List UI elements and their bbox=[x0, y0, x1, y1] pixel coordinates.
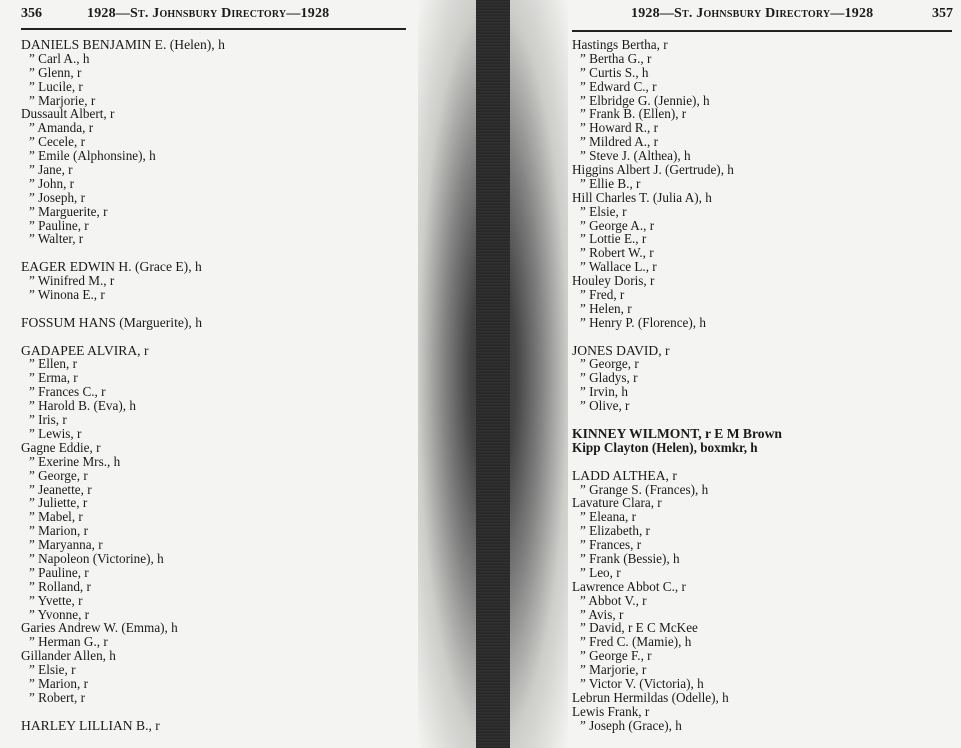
directory-sub-entry: ” Jane, r bbox=[29, 162, 73, 178]
right-running-title: 1928—St. Johnsbury Directory—1928 bbox=[631, 6, 874, 21]
directory-sub-entry: ” Elizabeth, r bbox=[580, 523, 650, 539]
directory-sub-entry: ” Carl A., h bbox=[29, 50, 90, 66]
directory-sub-entry: ” Helen, r bbox=[580, 300, 632, 316]
directory-sub-entry: ” Frank (Bessie), h bbox=[580, 550, 680, 566]
directory-sub-entry: ” Winona E., r bbox=[29, 287, 105, 303]
directory-sub-entry: ” Elsie, r bbox=[580, 203, 627, 219]
directory-sub-entry: ” Edward C., r bbox=[580, 78, 657, 94]
directory-sub-entry: ” Frances C., r bbox=[29, 384, 106, 400]
directory-sub-entry: ” Joseph, r bbox=[29, 189, 86, 205]
directory-sub-entry: ” Glenn, r bbox=[29, 64, 82, 80]
directory-sub-entry: ” Mabel, r bbox=[29, 509, 83, 525]
directory-sub-entry: ” Erma, r bbox=[29, 370, 78, 386]
directory-sub-entry: ” Napoleon (Victorine), h bbox=[29, 550, 164, 566]
directory-sub-entry: ” George, r bbox=[580, 356, 639, 372]
directory-sub-entry: ” Iris, r bbox=[29, 412, 67, 428]
directory-sub-entry: ” Emile (Alphonsine), h bbox=[29, 148, 156, 164]
right-entry-list bbox=[572, 38, 782, 733]
directory-sub-entry: ” Herman G., r bbox=[29, 634, 108, 650]
directory-sub-entry: ” Marguerite, r bbox=[29, 203, 108, 219]
directory-sub-entry: ” Robert W., r bbox=[580, 245, 654, 261]
directory-sub-entry: ” Avis, r bbox=[580, 606, 624, 622]
directory-sub-entry: ” Cecele, r bbox=[29, 134, 86, 150]
directory-sub-entry: ” Steve J. (Althea), h bbox=[580, 148, 691, 164]
directory-sub-entry: ” Curtis S., h bbox=[580, 64, 649, 80]
directory-entry: Hill Charles T. (Julia A), h bbox=[572, 189, 712, 205]
left-page bbox=[0, 0, 440, 748]
directory-sub-entry: ” Exerine Mrs., h bbox=[29, 453, 121, 469]
left-running-title: 1928—St. Johnsbury Directory—1928 bbox=[87, 6, 330, 21]
directory-sub-entry: ” Lewis, r bbox=[29, 425, 82, 441]
directory-entry: Lawrence Abbot C., r bbox=[572, 578, 686, 594]
directory-sub-entry: ” Fred C. (Mamie), h bbox=[580, 634, 692, 650]
right-header-rule bbox=[572, 30, 952, 32]
directory-entry: Garies Andrew W. (Emma), h bbox=[21, 620, 178, 636]
directory-sub-entry: ” Juliette, r bbox=[29, 495, 88, 511]
directory-sub-entry: ” Leo, r bbox=[580, 564, 621, 580]
left-page-header bbox=[21, 6, 421, 26]
directory-entry: Lavature Clara, r bbox=[572, 495, 662, 511]
directory-sub-entry: ” Eleana, r bbox=[580, 509, 637, 525]
directory-sub-entry: ” Bertha G., r bbox=[580, 50, 652, 66]
directory-sub-entry: ” Rolland, r bbox=[29, 578, 91, 594]
left-entry-list bbox=[21, 38, 225, 733]
directory-sub-entry: ” John, r bbox=[29, 175, 75, 191]
directory-sub-entry: ” Mildred A., r bbox=[580, 134, 659, 150]
directory-entry: Gagne Eddie, r bbox=[21, 439, 101, 455]
directory-sub-entry: ” Irvin, h bbox=[580, 384, 628, 400]
book-gutter bbox=[418, 0, 568, 748]
directory-entry: KINNEY WILMONT, r E M Brown bbox=[572, 425, 782, 441]
directory-sub-entry: ” Gladys, r bbox=[580, 370, 638, 386]
right-page-number: 357 bbox=[932, 6, 953, 21]
entry-spacer bbox=[572, 330, 782, 344]
directory-sub-entry: ” Elbridge G. (Jennie), h bbox=[580, 92, 710, 108]
directory-sub-entry: ” Olive, r bbox=[580, 398, 630, 414]
directory-sub-entry: ” Yvette, r bbox=[29, 592, 83, 608]
directory-entry: Kipp Clayton (Helen), boxmkr, h bbox=[572, 439, 758, 455]
directory-sub-entry: ” Marion, r bbox=[29, 523, 88, 539]
directory-sub-entry: ” Winifred M., r bbox=[29, 273, 115, 289]
directory-sub-entry: ” Pauline, r bbox=[29, 217, 89, 233]
directory-sub-entry: ” Lucile, r bbox=[29, 78, 83, 94]
directory-sub-entry: ” Grange S. (Frances), h bbox=[580, 481, 709, 497]
entry-spacer bbox=[21, 705, 225, 719]
directory-entry: GADAPEE ALVIRA, r bbox=[21, 342, 149, 358]
directory-sub-entry: ” Ellie B., r bbox=[580, 175, 641, 191]
directory-sub-entry: ” Marjorie, r bbox=[29, 92, 96, 108]
directory-sub-entry: ” David, r E C McKee bbox=[580, 620, 698, 636]
directory-sub-entry: ” Marjorie, r bbox=[580, 662, 647, 678]
directory-entry: DANIELS BENJAMIN E. (Helen), h bbox=[21, 37, 225, 52]
directory-sub-entry: ” Howard R., r bbox=[580, 120, 659, 136]
directory-sub-entry: ” Marion, r bbox=[29, 675, 88, 691]
directory-sub-entry: ” George, r bbox=[29, 467, 88, 483]
left-page-number: 356 bbox=[21, 6, 42, 21]
directory-sub-entry: ” Maryanna, r bbox=[29, 537, 103, 553]
directory-entry: FOSSUM HANS (Marguerite), h bbox=[21, 314, 202, 330]
directory-entry: JONES DAVID, r bbox=[572, 342, 670, 358]
directory-sub-entry: ” Yvonne, r bbox=[29, 606, 90, 622]
directory-sub-entry: ” Wallace L., r bbox=[580, 259, 657, 275]
directory-sub-entry: ” Frank B. (Ellen), r bbox=[580, 106, 687, 122]
directory-entry: Lebrun Hermildas (Odelle), h bbox=[572, 689, 729, 705]
directory-sub-entry: ” Jeanette, r bbox=[29, 481, 92, 497]
directory-entry: Dussault Albert, r bbox=[21, 106, 115, 122]
directory-sub-entry: ” Henry P. (Florence), h bbox=[580, 314, 706, 330]
right-page bbox=[520, 0, 961, 748]
directory-entry: EAGER EDWIN H. (Grace E), h bbox=[21, 259, 202, 275]
directory-entry: LADD ALTHEA, r bbox=[572, 467, 677, 483]
directory-sub-entry: ” Victor V. (Victoria), h bbox=[580, 675, 704, 691]
directory-sub-entry: ” Harold B. (Eva), h bbox=[29, 398, 136, 414]
directory-sub-entry: ” Frances, r bbox=[580, 537, 642, 553]
directory-sub-entry: ” Pauline, r bbox=[29, 564, 89, 580]
directory-sub-entry: ” Robert, r bbox=[29, 689, 86, 705]
directory-entry: Houley Doris, r bbox=[572, 273, 655, 289]
directory-sub-entry: ” George A., r bbox=[580, 217, 655, 233]
directory-sub-entry: ” Fred, r bbox=[580, 287, 625, 303]
directory-entry: Higgins Albert J. (Gertrude), h bbox=[572, 162, 734, 178]
entry-spacer bbox=[572, 413, 782, 427]
directory-sub-entry: ” Ellen, r bbox=[29, 356, 77, 372]
directory-entry: Lewis Frank, r bbox=[572, 703, 650, 719]
directory-sub-entry: ” Elsie, r bbox=[29, 662, 76, 678]
entry-spacer bbox=[21, 302, 225, 316]
directory-sub-entry: ” George F., r bbox=[580, 648, 652, 664]
directory-sub-entry: ” Walter, r bbox=[29, 231, 84, 247]
directory-entry: Hastings Bertha, r bbox=[572, 37, 668, 52]
left-header-rule bbox=[21, 28, 406, 30]
entry-spacer bbox=[572, 455, 782, 469]
entry-spacer bbox=[21, 246, 225, 260]
directory-sub-entry: ” Joseph (Grace), h bbox=[580, 717, 682, 733]
entry-spacer bbox=[21, 330, 225, 344]
directory-entry: Gillander Allen, h bbox=[21, 648, 116, 664]
directory-entry: HARLEY LILLIAN B., r bbox=[21, 717, 160, 733]
directory-sub-entry: ” Lottie E., r bbox=[580, 231, 647, 247]
right-page-header bbox=[572, 6, 961, 26]
directory-sub-entry: ” Abbot V., r bbox=[580, 592, 647, 608]
directory-sub-entry: ” Amanda, r bbox=[29, 120, 94, 136]
